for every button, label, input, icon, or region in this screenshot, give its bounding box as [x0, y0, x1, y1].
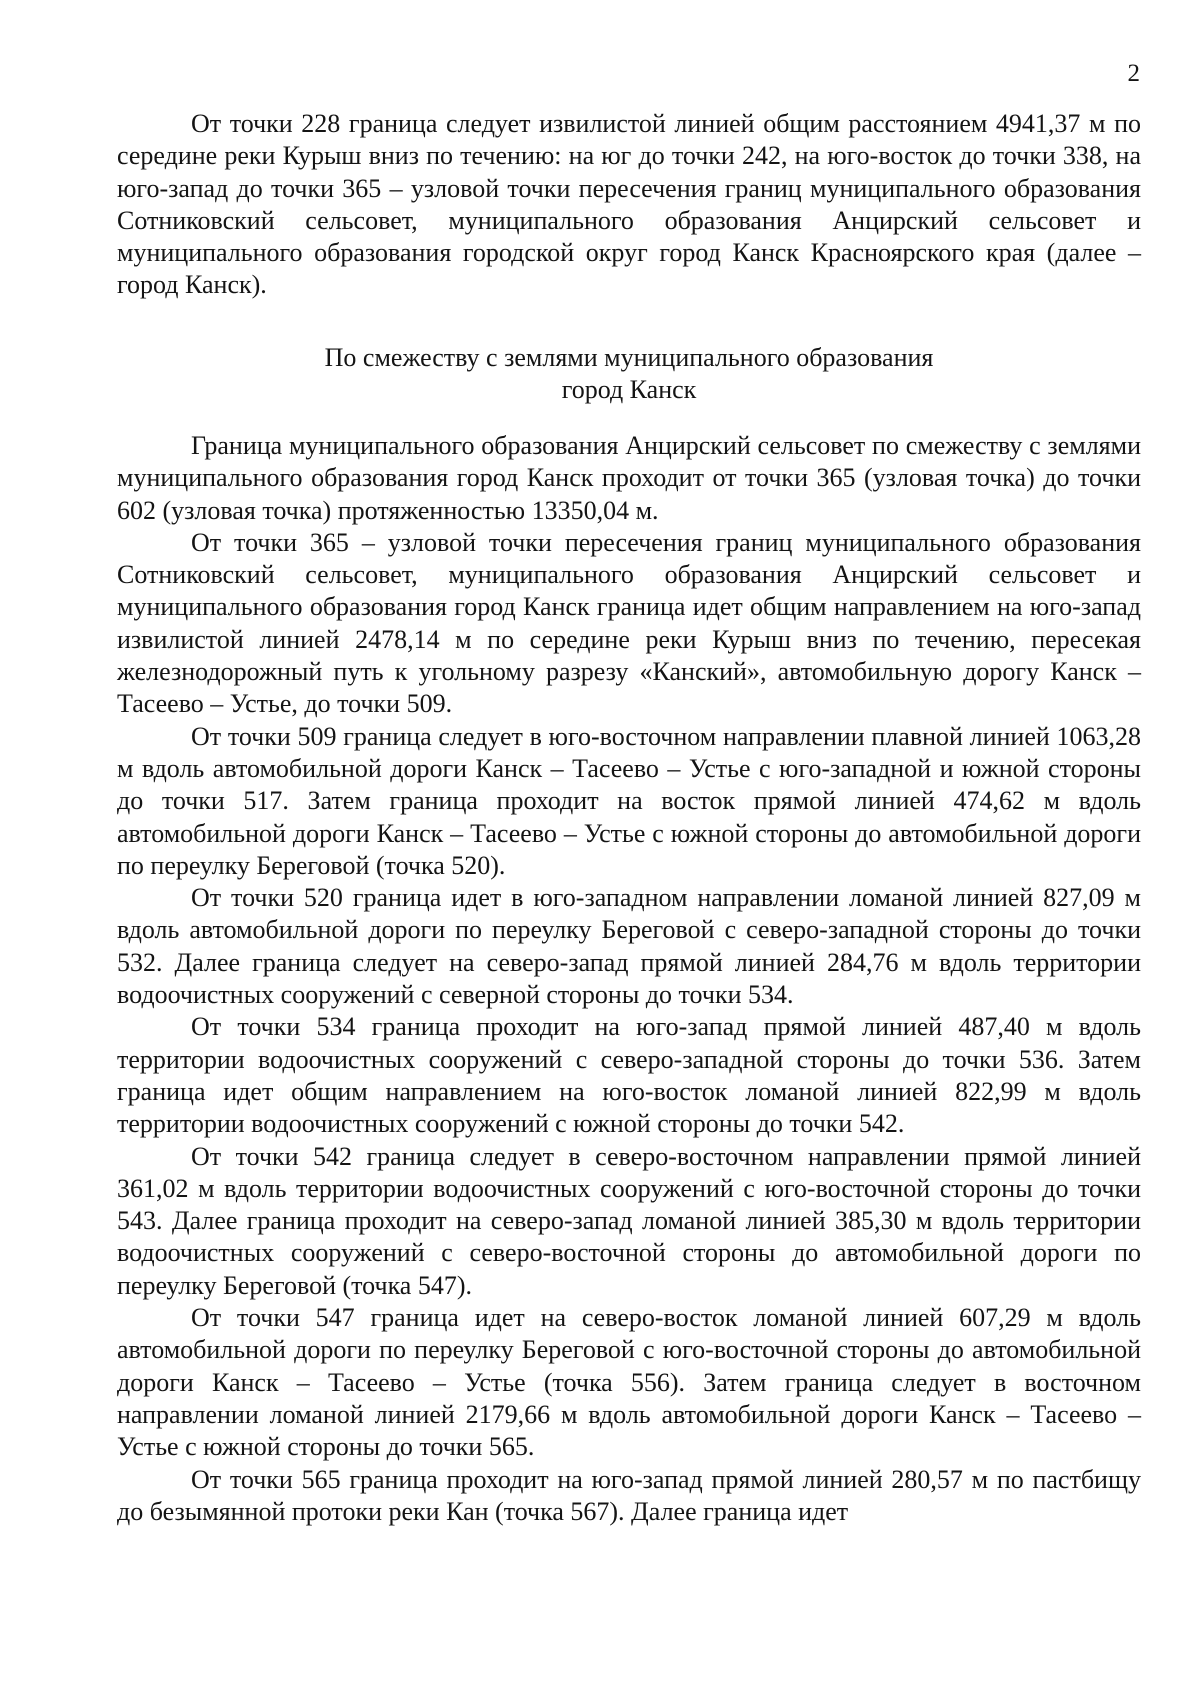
intro-paragraph: От точки 228 граница следует извилистой линией общим расстоянием 4941,37 м по середине реки Курыш вниз по течению: на юг до точки 242, на юго-восток до точки 338, на юго-запад до точки 365 – узловой точки пересечения границ муниципального образования Сотниковский сельсовет, муниципального образования Анцирский сельсовет и муниципального образования городской округ город Канск Красноярского края (далее – город Канск).: [117, 109, 1141, 300]
paragraph: От точки 534 граница проходит на юго-запад прямой линией 487,40 м вдоль территории водоочистных сооружений с северо-западной стороны до точки 536. Затем граница идет общим направлением на юго-восток ломаной линией 822,99 м вдоль территории водоочистных сооружений с южной стороны до точки 542.: [117, 1012, 1141, 1139]
intro-section: [117, 108, 1141, 302]
section-heading-line-1: По смежеству с землями муниципального образования: [324, 343, 934, 372]
paragraph: От точки 547 граница идет на северо-восток ломаной линией 607,29 м вдоль автомобильной дороги по переулку Береговой с юго-восточной стороны до автомобильной дороги Канск – Тасеево – Устье (точка 556). Затем граница следует в восточном направлении ломаной линией 2179,66 м вдоль автомобильной дороги Канск – Тасеево – Устье с южной стороны до точки 565.: [117, 1303, 1141, 1462]
section-heading-line-2: город Канск: [561, 375, 697, 404]
paragraph: От точки 565 граница проходит на юго-запад прямой линией 280,57 м по пастбищу до безымянной протоки реки Кан (точка 567). Далее граница идет: [117, 1464, 1141, 1526]
paragraph: От точки 365 – узловой точки пересечения границ муниципального образования Сотниковский сельсовет, муниципального образования Анцирский сельсовет и муниципального образования город Канск граница идет общим направлением на юго-запад извилистой линией 2478,14 м по середине реки Курыш вниз по течению, пересекая железнодорожный путь к угольному разрезу «Канский», автомобильную дорогу Канск – Тасеево – Устье, до точки 509.: [117, 527, 1141, 719]
section-heading: [117, 342, 1141, 406]
main-section: [117, 430, 1141, 1528]
paragraph: Граница муниципального образования Анцирский сельсовет по смежеству с землями муниципального образования город Канск проходит от точки 365 (узловая точка) до точки 602 (узловая точка) протяженностью 13350,04 м.: [117, 431, 1141, 525]
paragraph: От точки 509 граница следует в юго-восточном направлении плавной линией 1063,28 м вдоль автомобильной дороги Канск – Тасеево – Устье с юго-западной и южной стороны до точки 517. Затем граница проходит на восток прямой линией 474,62 м вдоль автомобильной дороги Канск – Тасеево – Устье с южной стороны до автомобильной дороги по переулку Береговой (точка 520).: [117, 721, 1141, 880]
paragraph: От точки 542 граница следует в северо-восточном направлении прямой линией 361,02 м вдоль территории водоочистных сооружений с юго-восточной стороны до точки 543. Далее граница проходит на северо-запад ломаной линией 385,30 м вдоль территории водоочистных сооружений с северо-восточной стороны до автомобильной дороги по переулку Береговой (точка 547).: [117, 1141, 1141, 1300]
page-number: 2: [1127, 60, 1140, 87]
paragraph: От точки 520 граница идет в юго-западном направлении ломаной линией 827,09 м вдоль автомобильной дороги по переулку Береговой с северо-западной стороны до точки 532. Далее граница следует на северо-запад прямой линией 284,76 м вдоль территории водоочистных сооружений с северной стороны до точки 534.: [117, 883, 1141, 1010]
